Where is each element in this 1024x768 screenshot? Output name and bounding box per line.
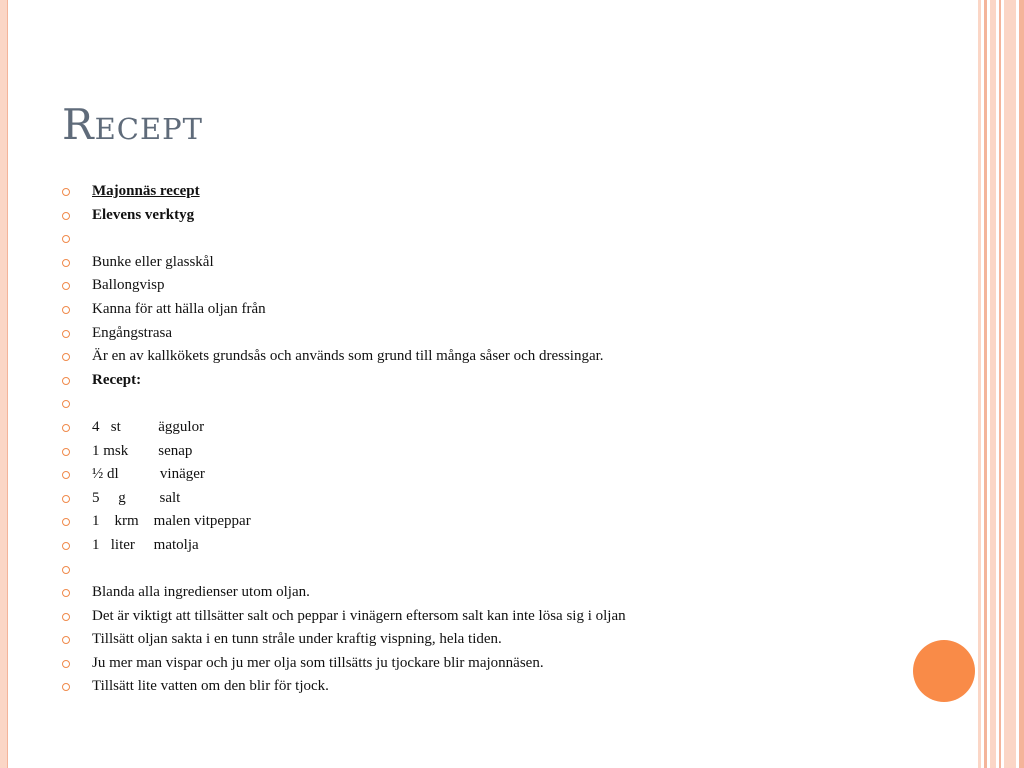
bullet-circle-icon — [62, 424, 70, 432]
list-item — [62, 204, 902, 228]
list-item — [62, 227, 902, 251]
list-item — [62, 463, 902, 487]
right-stripe-6 — [1019, 0, 1024, 768]
bullet-circle-icon — [62, 471, 70, 479]
bullet-circle-icon — [62, 566, 70, 574]
list-item-text: 5 g salt — [92, 489, 181, 506]
list-item — [62, 180, 902, 204]
bullet-circle-icon — [62, 353, 70, 361]
bullet-circle-icon — [62, 188, 70, 196]
list-item — [62, 581, 902, 605]
bullet-circle-icon — [62, 448, 70, 456]
list-item — [62, 322, 902, 346]
bullet-circle-icon — [62, 683, 70, 691]
list-item-text: Tillsätt lite vatten om den blir för tjock. — [92, 678, 329, 695]
list-item — [62, 605, 902, 629]
list-item-text: Engångstrasa — [92, 324, 172, 341]
bullet-circle-icon — [62, 613, 70, 621]
list-item-text: 1 krm malen vitpeppar — [92, 513, 251, 530]
list-item — [62, 251, 902, 275]
list-item — [62, 558, 902, 582]
bullet-list — [62, 180, 902, 699]
list-item — [62, 487, 902, 511]
left-border-line — [7, 0, 8, 768]
bullet-circle-icon — [62, 259, 70, 267]
list-item-text: Majonnäs recept — [92, 183, 200, 199]
list-item — [62, 369, 902, 393]
bullet-circle-icon — [62, 518, 70, 526]
list-item — [62, 345, 902, 369]
list-item — [62, 392, 902, 416]
list-item-text: Blanda alla ingredienser utom oljan. — [92, 584, 310, 601]
list-item-text: Recept: — [92, 371, 142, 388]
list-item — [62, 440, 902, 464]
list-item-text: Det är viktigt att tillsätter salt och peppar i vinägern eftersom salt kan inte lösa sig i oljan — [92, 607, 626, 624]
list-item-text: Bunke eller glasskål — [92, 253, 214, 270]
list-item — [62, 510, 902, 534]
list-item — [62, 416, 902, 440]
decorative-circle — [913, 640, 975, 702]
list-item — [62, 534, 902, 558]
list-item-text: 1 msk senap — [92, 442, 193, 459]
bullet-circle-icon — [62, 542, 70, 550]
list-item — [62, 298, 902, 322]
bullet-circle-icon — [62, 400, 70, 408]
bullet-circle-icon — [62, 495, 70, 503]
right-stripe-1 — [978, 0, 981, 768]
list-item-text: 1 liter matolja — [92, 536, 199, 553]
list-item — [62, 675, 902, 699]
list-item — [62, 628, 902, 652]
bullet-circle-icon — [62, 330, 70, 338]
list-item-text: Elevens verktyg — [92, 206, 195, 223]
list-item — [62, 274, 902, 298]
list-item-text: ½ dl vinäger — [92, 466, 205, 483]
bullet-circle-icon — [62, 212, 70, 220]
bullet-circle-icon — [62, 589, 70, 597]
right-stripe-3 — [990, 0, 996, 768]
bullet-circle-icon — [62, 282, 70, 290]
list-item — [62, 652, 902, 676]
right-stripe-4 — [999, 0, 1001, 768]
right-stripe-2 — [984, 0, 987, 768]
right-stripe-5 — [1004, 0, 1016, 768]
left-border-decoration — [0, 0, 7, 768]
slide-title: Recept — [62, 100, 204, 149]
list-item-text: Ju mer man vispar och ju mer olja som tillsätts ju tjockare blir majonnäsen. — [92, 654, 544, 671]
list-item-text: Kanna för att hälla oljan från — [92, 300, 266, 317]
bullet-circle-icon — [62, 636, 70, 644]
bullet-circle-icon — [62, 306, 70, 314]
bullet-circle-icon — [62, 660, 70, 668]
list-item-text: Är en av kallkökets grundsås och används som grund till många såser och dressingar. — [92, 348, 604, 365]
list-item-text: Tillsätt oljan sakta i en tunn stråle under kraftig vispning, hela tiden. — [92, 631, 502, 648]
bullet-circle-icon — [62, 377, 70, 385]
bullet-circle-icon — [62, 235, 70, 243]
list-item-text: 4 st äggulor — [92, 418, 205, 435]
list-item-text: Ballongvisp — [92, 277, 165, 294]
